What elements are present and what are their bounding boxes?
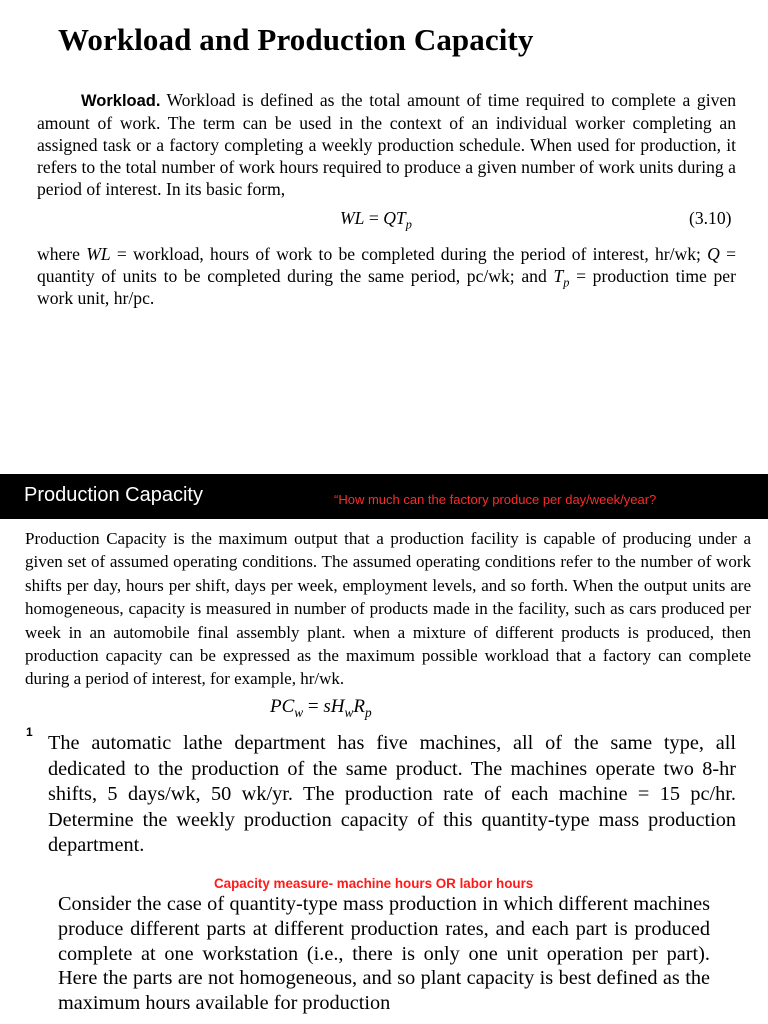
eq-pc-h-sub: w [344,704,354,720]
eq-pc-r-sub: p [364,704,372,720]
capacity-note: Capacity measure- machine hours OR labor hours [214,876,534,891]
banner-title: Production Capacity [24,484,203,506]
where-wl: WL [86,244,111,264]
where-q: Q [707,244,720,264]
eq-pc-sub: w [294,704,304,720]
where-paragraph [37,243,736,309]
workload-text: Workload is defined as the total amount of time required to complete a given amount of work. The term can be used in the context of an individual worker completing an assigned task or a factory completing a weekly production schedule. When used for production, it refers to the total number of work hours required to produce a given number of work units during a period of interest. In its basic form, [37,90,736,199]
where-t: T [553,266,564,286]
workload-paragraph [37,89,736,200]
eq-pc-r: R [353,696,365,717]
where-p2: = workload, hours of work to be completed during the period of interest, hr/wk; [110,244,708,264]
example-paragraph: The automatic lathe department has five machines, all of the same type, all dedicated to the production of the same product. The machines operate two 8-hr shifts, 5 days/wk, 50 wk/yr. The production rate of each machine = 15 pc/hr. Determine the weekly production capacity of this quantity-type mass production department. [48,732,736,857]
eq-wl-equals: = [364,208,384,228]
production-capacity-paragraph: Production Capacity is the maximum output that a production facility is capable of producing under a given set of assumed operating conditions. The assumed operating conditions refer to the number of work shifts per day, hours per shift, days per week, employment levels, and so forth. When the output units are homogeneous, capacity is measured in number of products made in the facility, such as cars produced per week in an automobile final assembly plant. when a mixture of different products is produced, then production capacity can be expressed as the maximum possible workload that a factory can complete during a period of interest, for example, hr/wk. [25,529,751,689]
example-number: 1 [26,725,33,739]
eq-pc: PC [270,696,295,717]
where-t-sub: p [563,275,570,290]
workload-equation [340,208,412,232]
workload-lead: Workload. [81,92,161,110]
eq-pc-s: sH [323,696,345,717]
where-p3: = quantity of units to be completed during the same period, pc/wk; and [37,244,736,286]
equation-number: (3.10) [689,208,732,228]
eq-wl-lhs: WL [340,208,365,228]
production-capacity-banner [0,474,768,519]
eq-wl-rhs-sub: p [405,217,412,232]
eq-wl-rhs: QT [383,208,406,228]
banner-question: “How much can the factory produce per day/week/year? [334,492,657,507]
page-title: Workload and Production Capacity [58,22,534,57]
production-capacity-equation [270,696,372,718]
consider-paragraph: Consider the case of quantity-type mass production in which different machines produce different parts at different production rates, and each part is produced complete at one workstation (i.e., there is only one unit operation per part). Here the parts are not homogeneous, and so plant capacity is best defined as the maximum hours available for production [58,893,710,1015]
where-p1: where [37,244,87,264]
eq-pc-equals: = [303,696,324,717]
where-p4: = production time per work unit, hr/pc. [37,266,736,308]
